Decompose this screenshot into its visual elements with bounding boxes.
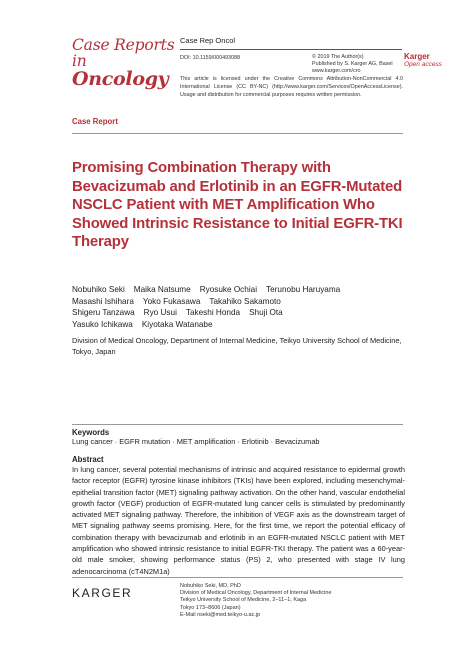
license-statement: This article is licensed under the Creative Commons Attribution-NonCommercial 4.0 International License (CC BY-NC) (http://www.karger.com/Services/OpenAccessLicense). Usage and distribution for commercial purposes requires written permission.: [180, 76, 403, 98]
author: Kiyotaka Watanabe: [141, 319, 213, 329]
author: Shuji Ota: [249, 308, 283, 318]
article-title: Promising Combination Therapy with Bevacizumab and Erlotinib in an EGFR-Mutated NSCLC Patient with MET Amplification Who Showed Intrinsic Resistance to Initial EGFR-TKI Therapy: [72, 160, 403, 251]
journal-abbrev: Case Rep Oncol: [180, 36, 236, 45]
author: Maika Natsume: [133, 285, 191, 294]
author-list: [72, 284, 412, 330]
journal-brand-logo: [72, 38, 177, 89]
author-row: [72, 296, 412, 308]
keywords-heading: Keywords: [72, 428, 110, 437]
author: Terunobu Haruyama: [266, 285, 341, 294]
karger-footer-logo: KARGER: [72, 586, 133, 600]
author: Ryosuke Ochiai: [199, 285, 258, 294]
author: Yasuko Ichikawa: [72, 319, 133, 329]
abstract-body: In lung cancer, several potential mechanisms of intrinsic and acquired resistance to epidermal growth factor receptor (EGFR) tyrosine kinase inhibitors (TKIs) have been explored, including mesenchymal-epithelial transition factor (MET) signaling pathway activation. On the other hand, vascular endothelial growth factor (VEGF) production of EGFR-mutated lung cancer cells is stimulated by predominantly activated MET signaling pathway. Therefore, the inhibition of VEGF axis as the downstream target of MET signaling pathway seems promising. Here, for the first time, we report the potential efficacy of combination therapy with bevacizumab and erlotinib in an EGFR-mutated NSCLC patient with MET amplification who showed intrinsic resistance to initial EGFR-TKI therapy. The patient was a 60-year-old male smoker, showing performance status (PS) 2, who presented with stage IV lung adenocarcinoma (cT4N2M1a): [72, 465, 405, 576]
footer-divider: [72, 577, 403, 578]
brand-line-1: Case Reports in: [72, 36, 175, 70]
article-type-label: Case Report: [72, 117, 118, 126]
corr-email[interactable]: E-Mail nseki@med.teikyo-u.ac.jp: [180, 611, 261, 618]
author: Masashi Ishihara: [72, 296, 134, 306]
keywords-divider: [72, 424, 403, 425]
header-divider: [180, 49, 402, 50]
corr-dept: Division of Medical Oncology, Department of Internal Medicine: [180, 590, 332, 597]
karger-open-access-logo: [404, 53, 454, 68]
journal-url[interactable]: www.karger.com/cro: [312, 68, 361, 74]
author-row: [72, 284, 412, 296]
corr-city: Tokyo 173–8606 (Japan): [180, 604, 241, 611]
karger-logo-text: Karger: [404, 52, 430, 61]
corr-address: Teikyo University School of Medicine, 2–11–1, Kaga: [180, 597, 307, 604]
author: Nobuhiko Seki: [72, 285, 125, 294]
abstract-heading: Abstract: [72, 455, 104, 464]
correspondence-block: [180, 583, 400, 619]
keywords-list: Lung cancer · EGFR mutation · MET amplification · Erlotinib · Bevacizumab: [72, 437, 320, 446]
copyright-block: [312, 54, 404, 75]
author: Yoko Fukasawa: [142, 296, 201, 306]
copyright-line: © 2019 The Author(s): [312, 54, 364, 60]
author-row: [72, 307, 412, 319]
brand-line-2: Oncology: [72, 68, 169, 90]
author: Shigeru Tanzawa: [72, 308, 135, 318]
open-access-text: Open access: [404, 61, 442, 68]
corr-name: Nobuhiko Seki, MD, PhD: [180, 583, 241, 589]
author: Takeshi Honda: [185, 308, 241, 318]
section-divider: [72, 133, 403, 134]
author: Takahiko Sakamoto: [209, 296, 281, 306]
doi-text[interactable]: DOI: 10.1159/000493088: [180, 55, 241, 61]
author-row: [72, 319, 412, 331]
publisher-line: Published by S. Karger AG, Basel: [312, 61, 393, 67]
author: Ryo Usui: [143, 308, 177, 318]
affiliation: Division of Medical Oncology, Department of Internal Medicine, Teikyo University School of Medicine, Tokyo, Japan: [72, 336, 402, 357]
